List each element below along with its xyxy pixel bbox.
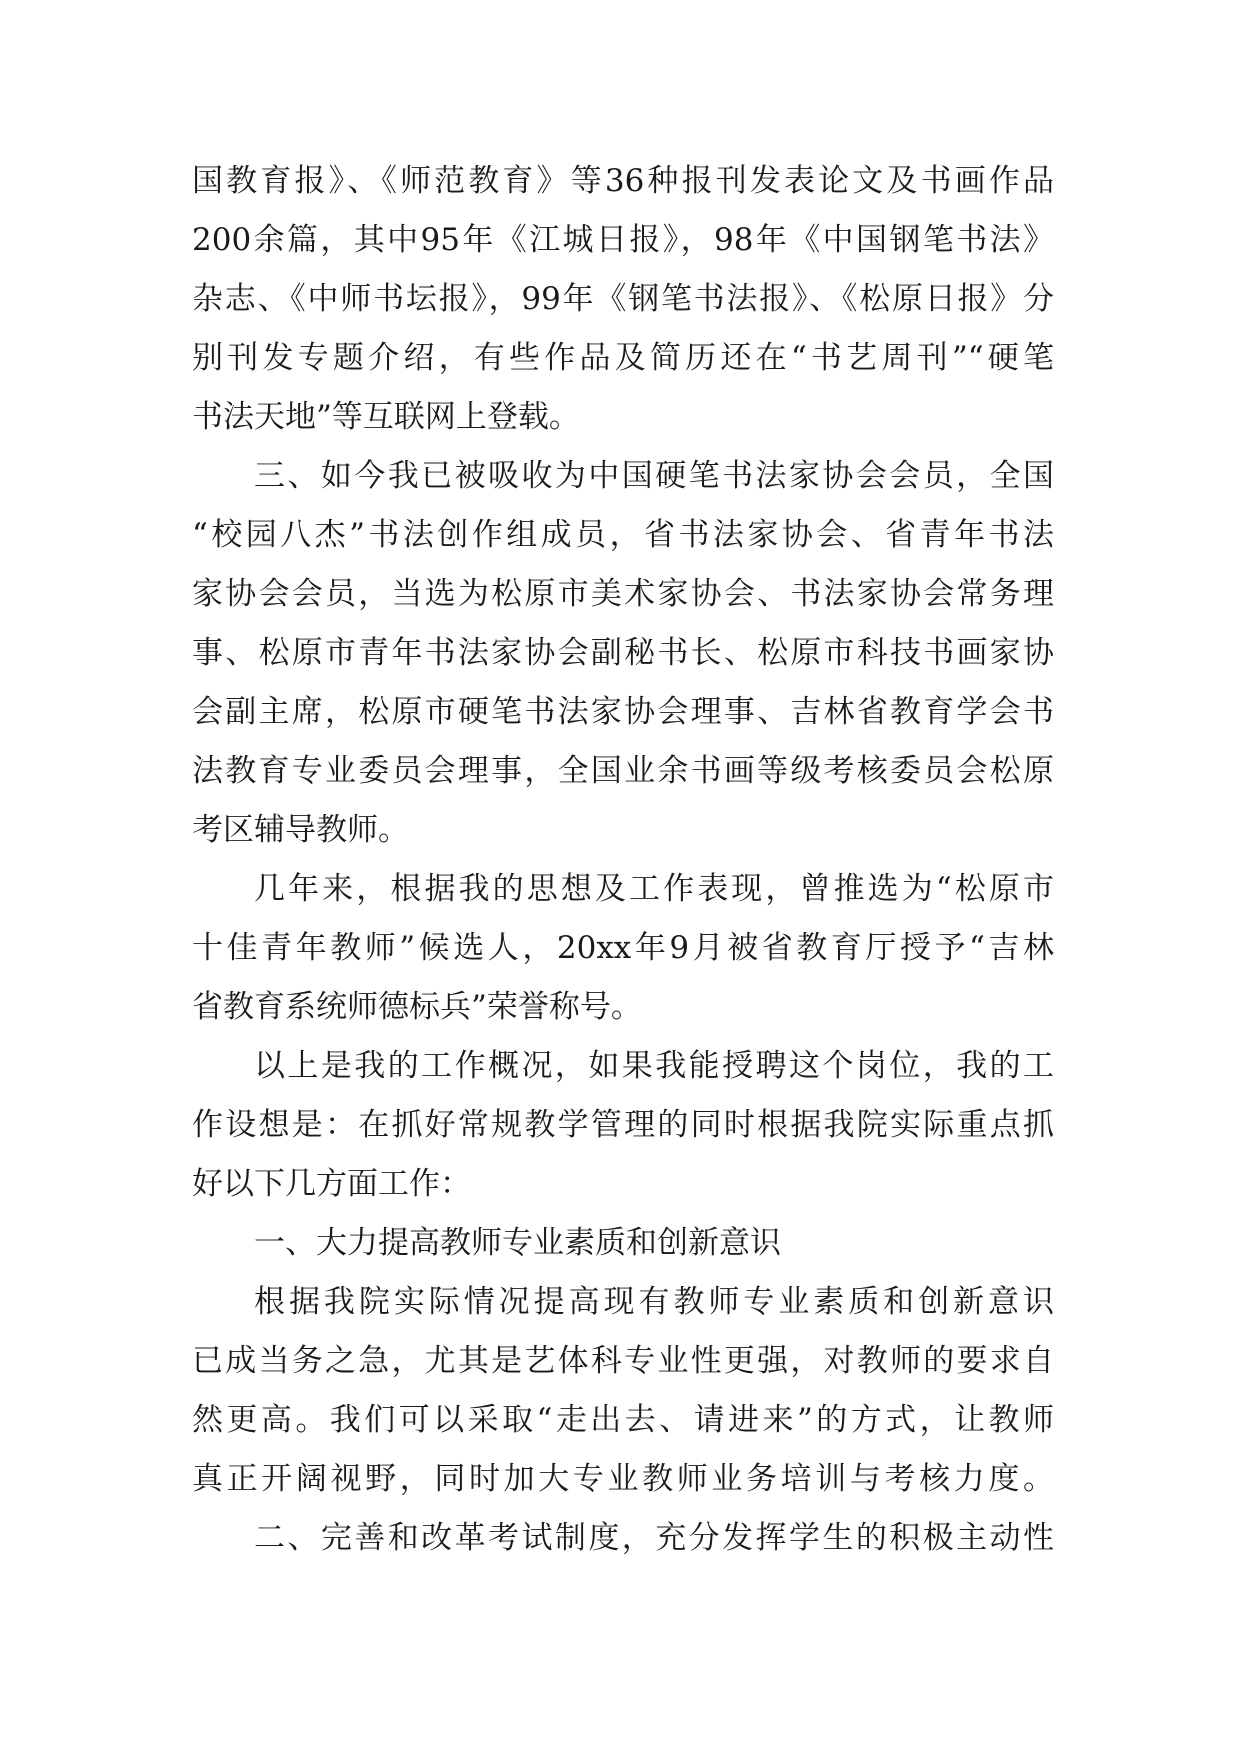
body-text xyxy=(192,152,1054,1568)
text-line: 200余篇，其中95年《江城日报》，98年《中国钢笔书法》 xyxy=(192,222,1054,258)
text-line: 国教育报》、《师范教育》等36种报刊发表论文及书画作品 xyxy=(192,163,1054,199)
text-line: 会副主席，松原市硬笔书法家协会理事、吉林省教育学会书 xyxy=(192,694,1054,730)
text-line: 省教育系统师德标兵”荣誉称号。 xyxy=(192,989,642,1025)
text-line: 三、如今我已被吸收为中国硬笔书法家协会会员，全国 xyxy=(254,458,1054,494)
text-line: 作设想是：在抓好常规教学管理的同时根据我院实际重点抓 xyxy=(192,1107,1054,1143)
text-line: 杂志、《中师书坛报》，99年《钢笔书法报》、《松原日报》分 xyxy=(192,281,1054,317)
text-line: 别刊发专题介绍，有些作品及简历还在“书艺周刊”“硬笔 xyxy=(192,340,1054,376)
text-line: 法教育专业委员会理事，全国业余书画等级考核委员会松原 xyxy=(192,753,1054,789)
text-line: 考区辅导教师。 xyxy=(192,812,409,848)
text-line: 真正开阔视野，同时加大专业教师业务培训与考核力度。 xyxy=(192,1461,1054,1497)
text-line: 家协会会员，当选为松原市美术家协会、书法家协会常务理 xyxy=(192,576,1054,612)
text-line: “校园八杰”书法创作组成员，省书法家协会、省青年书法 xyxy=(192,517,1054,553)
text-line: 十佳青年教师”候选人，20xx年9月被省教育厅授予“吉林 xyxy=(192,930,1054,966)
text-line: 已成当务之急，尤其是艺体科专业性更强，对教师的要求自 xyxy=(192,1343,1054,1379)
text-line: 二、完善和改革考试制度，充分发挥学生的积极主动性 xyxy=(254,1520,1054,1556)
text-line: 一、大力提高教师专业素质和创新意识 xyxy=(254,1225,781,1261)
text-line: 书法天地”等互联网上登载。 xyxy=(192,399,580,435)
text-line: 然更高。我们可以采取“走出去、请进来”的方式，让教师 xyxy=(192,1402,1054,1438)
text-line: 好以下几方面工作： xyxy=(192,1166,471,1202)
text-line: 根据我院实际情况提高现有教师专业素质和创新意识 xyxy=(254,1284,1054,1320)
text-line: 几年来，根据我的思想及工作表现，曾推选为“松原市 xyxy=(254,871,1054,907)
text-line: 以上是我的工作概况，如果我能授聘这个岗位，我的工 xyxy=(254,1048,1054,1084)
text-line: 事、松原市青年书法家协会副秘书长、松原市科技书画家协 xyxy=(192,635,1054,671)
